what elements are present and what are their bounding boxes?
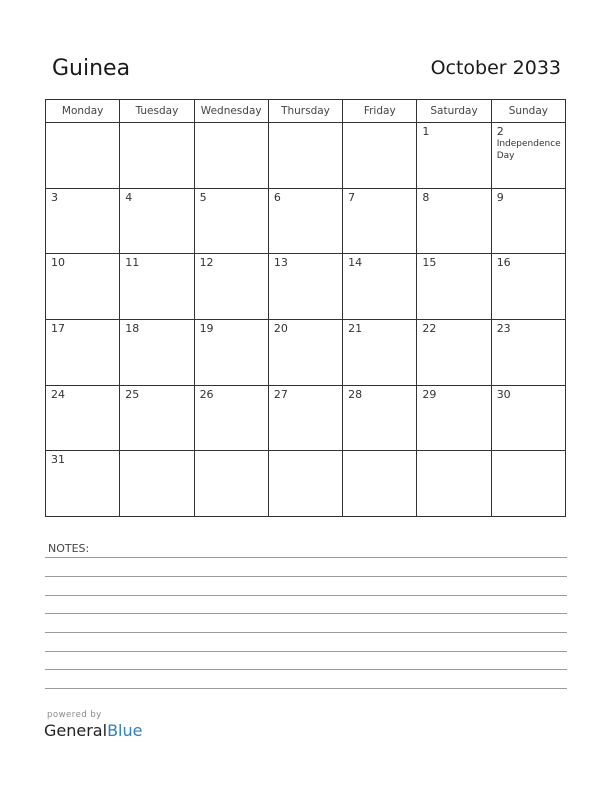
day-cell: [46, 451, 120, 517]
day-cell: [120, 254, 194, 320]
day-number: 23: [496, 321, 511, 335]
notes-line: [45, 669, 567, 670]
day-number: 22: [422, 321, 437, 335]
day-number: 15: [422, 256, 437, 270]
day-cell: [46, 123, 120, 189]
brand-general: General: [44, 721, 108, 740]
day-cell: [268, 385, 342, 451]
day-number: 26: [199, 387, 214, 401]
day-cell: [194, 319, 268, 385]
day-cell: [120, 385, 194, 451]
day-cell: [268, 319, 342, 385]
day-cell: [268, 123, 342, 189]
day-cell: [491, 451, 565, 517]
day-cell: [194, 385, 268, 451]
day-number: 28: [348, 387, 363, 401]
brand-logo: [44, 721, 142, 740]
week-row: [46, 451, 566, 517]
notes-label: NOTES:: [48, 542, 90, 555]
day-cell: [417, 254, 491, 320]
day-cell: [343, 188, 417, 254]
day-cell: [343, 319, 417, 385]
day-cell: [417, 385, 491, 451]
weekday-header: Wednesday: [194, 100, 268, 123]
day-number: 16: [496, 256, 511, 270]
day-cell: [46, 385, 120, 451]
month-title: October 2033: [430, 57, 561, 79]
calendar-grid: [45, 99, 566, 517]
day-cell: [46, 254, 120, 320]
day-number: 7: [348, 190, 356, 204]
day-cell: [343, 451, 417, 517]
notes-line: [45, 688, 567, 689]
day-cell: [194, 451, 268, 517]
day-cell: [46, 188, 120, 254]
day-cell: [268, 254, 342, 320]
day-cell: [491, 319, 565, 385]
day-cell: [194, 188, 268, 254]
day-number: 10: [51, 256, 65, 270]
weekday-header: Friday: [343, 100, 417, 123]
day-number: 13: [273, 256, 288, 270]
day-cell: [491, 188, 565, 254]
week-row: [46, 385, 566, 451]
day-number: 4: [125, 190, 133, 204]
weekday-header: Saturday: [417, 100, 491, 123]
week-row: [46, 188, 566, 254]
notes-line: [45, 613, 567, 614]
day-number: 9: [496, 190, 504, 204]
day-cell: [268, 451, 342, 517]
day-number: 12: [199, 256, 214, 270]
day-cell: [343, 385, 417, 451]
week-row: [46, 319, 566, 385]
day-number: 3: [51, 190, 58, 204]
day-cell: [417, 451, 491, 517]
day-number: 17: [51, 321, 65, 335]
day-number: 18: [125, 321, 140, 335]
week-row: [46, 123, 566, 189]
day-cell: [268, 188, 342, 254]
day-number: 11: [125, 256, 140, 270]
weekday-header-row: [46, 100, 566, 123]
day-cell: [417, 123, 491, 189]
day-number: 14: [348, 256, 363, 270]
day-cell: [491, 385, 565, 451]
day-cell: [491, 254, 565, 320]
day-cell: [417, 188, 491, 254]
day-number: 2: [496, 125, 504, 138]
powered-by-text: powered by: [47, 710, 102, 720]
day-number: 6: [273, 190, 281, 204]
week-row: [46, 254, 566, 320]
day-number: 19: [199, 321, 214, 335]
day-number: 27: [273, 387, 288, 401]
weekday-header: Tuesday: [120, 100, 194, 123]
day-number: 21: [348, 321, 363, 335]
day-cell: [120, 188, 194, 254]
day-cell: [120, 123, 194, 189]
country-title: Guinea: [52, 56, 131, 81]
notes-line: [45, 557, 567, 558]
day-number: 31: [51, 453, 65, 467]
day-cell: [343, 123, 417, 189]
day-cell: [120, 451, 194, 517]
day-number: 8: [422, 190, 430, 204]
day-cell: [417, 319, 491, 385]
day-cell: [194, 123, 268, 189]
day-number: 5: [199, 190, 207, 204]
day-cell: [194, 254, 268, 320]
day-cell: [120, 319, 194, 385]
day-number: 30: [496, 387, 511, 401]
notes-line: [45, 595, 567, 596]
notes-line: [45, 651, 567, 652]
notes-line: [45, 576, 567, 577]
holiday-label: Independence Day: [496, 139, 561, 161]
day-cell: [491, 123, 565, 189]
weekday-header: Monday: [46, 100, 120, 123]
day-cell: [343, 254, 417, 320]
day-number: 20: [273, 321, 288, 335]
day-number: 1: [422, 125, 430, 138]
brand-blue: Blue: [107, 721, 143, 740]
day-number: 25: [125, 387, 140, 401]
weekday-header: Sunday: [491, 100, 565, 123]
day-number: 29: [422, 387, 437, 401]
weekday-header: Thursday: [268, 100, 342, 123]
day-number: 24: [51, 387, 65, 401]
notes-line: [45, 632, 567, 633]
day-cell: [46, 319, 120, 385]
